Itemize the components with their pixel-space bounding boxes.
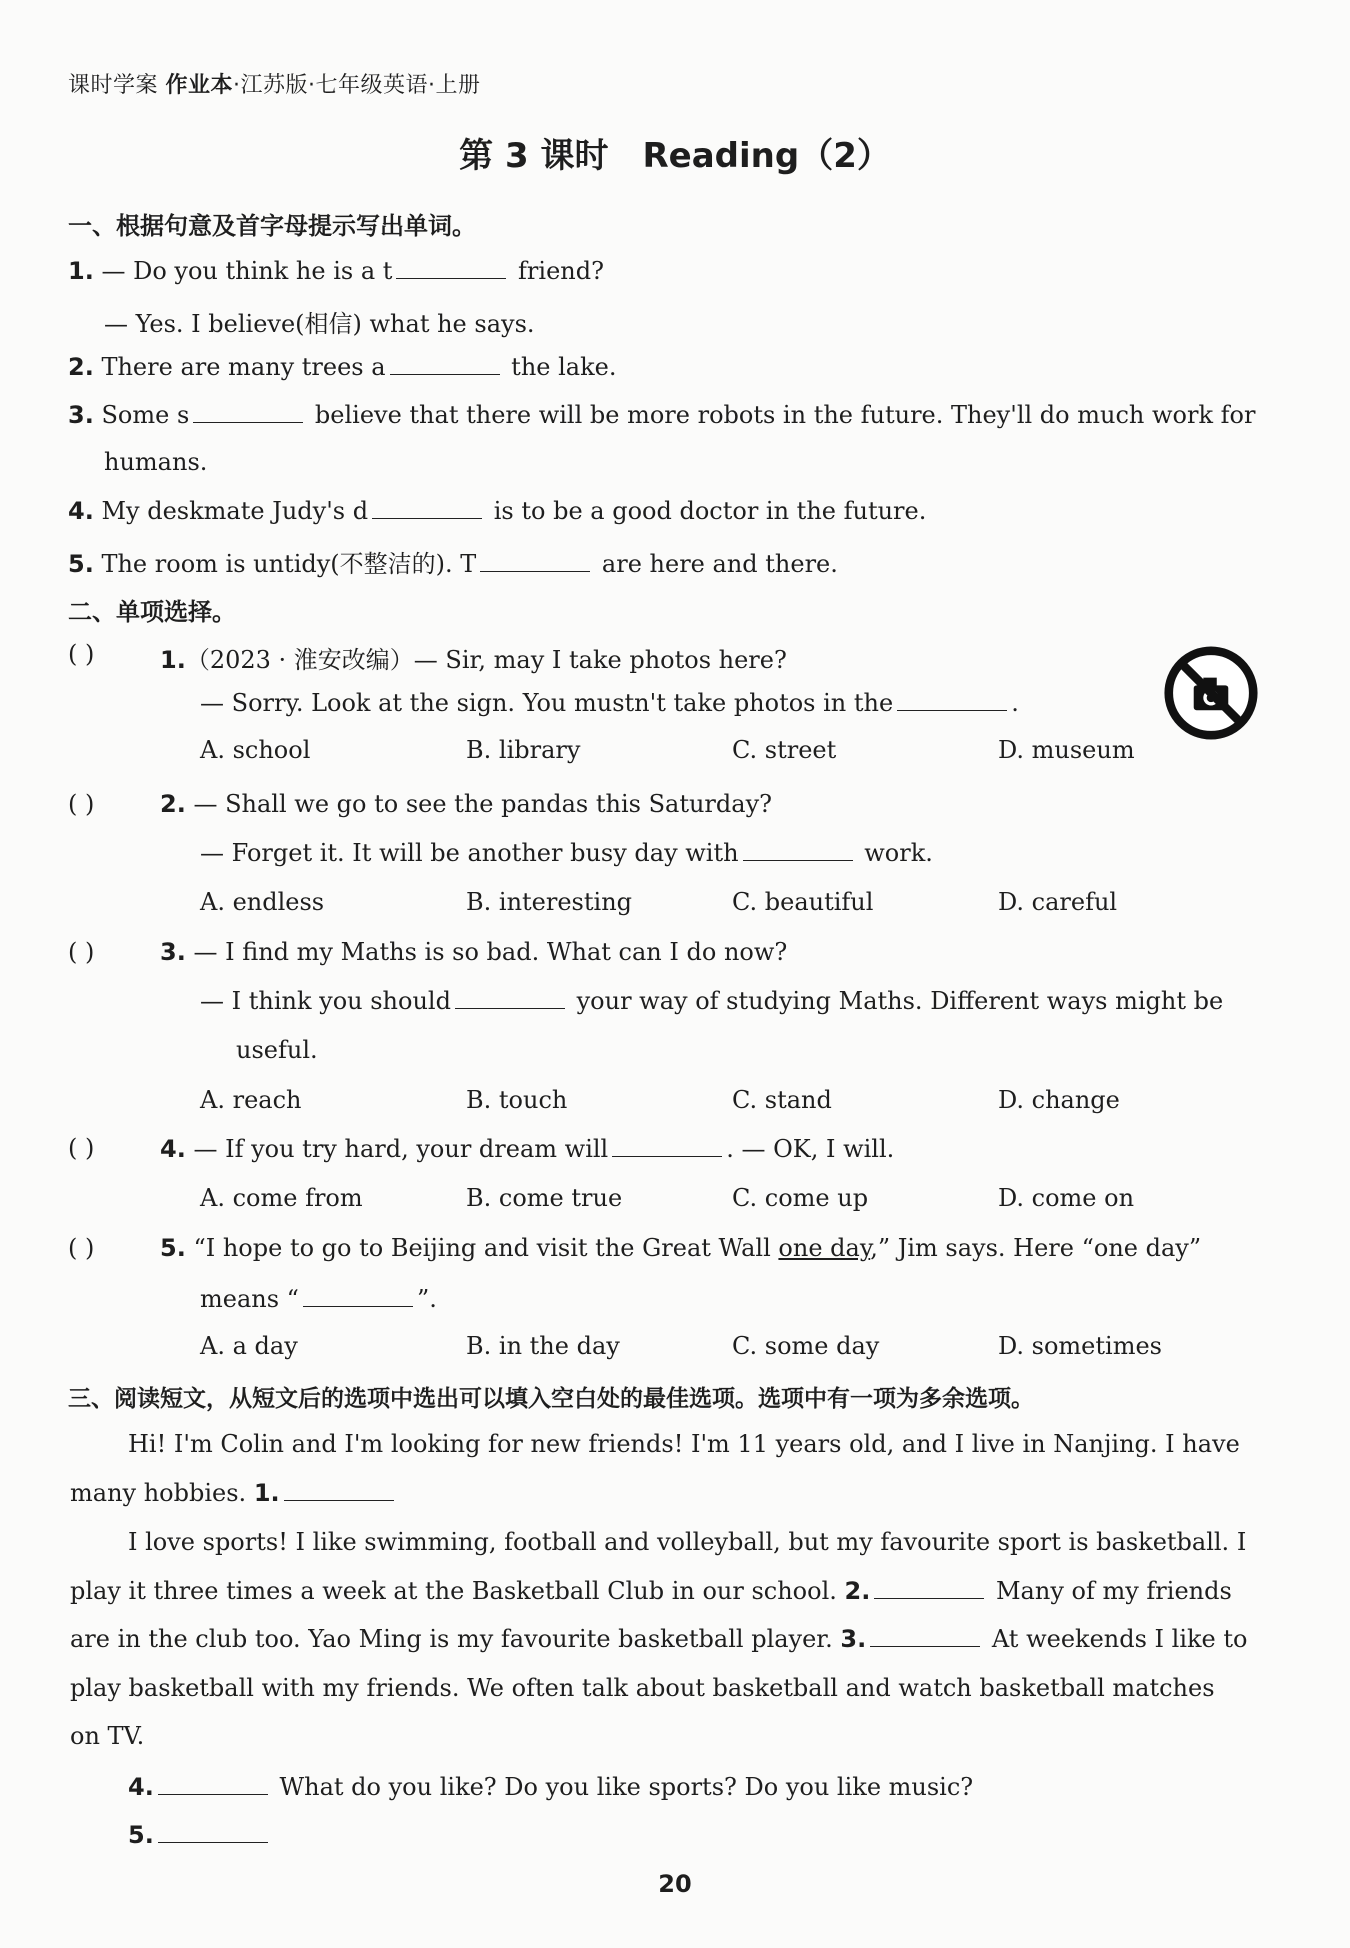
section1-heading: 一、根据句意及首字母提示写出单词。	[68, 212, 476, 240]
s2-q1-stem-text: — Sir, may I take photos here?	[413, 646, 787, 674]
s2-q1-option-b[interactable]: B. library	[466, 736, 581, 764]
lesson-title: 第 3 课时 Reading（2）	[459, 136, 891, 176]
s1-q2-number: 2.	[68, 353, 94, 381]
s2-q5-option-c[interactable]: C. some day	[732, 1332, 880, 1360]
s2-q2-stem	[160, 790, 772, 818]
s1-q5-blank[interactable]	[480, 549, 590, 572]
s2-q5-option-d[interactable]: D. sometimes	[998, 1332, 1162, 1360]
s1-q2-blank[interactable]	[390, 352, 500, 375]
s1-q5-pre: The room is untidy(不整洁的). T	[101, 550, 477, 578]
s2-q2-line2-pre: — Forget it. It will be another busy day with	[200, 839, 739, 867]
s3-para1-text: many hobbies.	[70, 1479, 247, 1507]
s2-q5-underlined-phrase: one day	[778, 1234, 871, 1262]
s3-para2-line2-post: Many of my friends	[995, 1577, 1232, 1605]
s2-q3-option-d[interactable]: D. change	[998, 1086, 1120, 1114]
s3-blank3-number: 3.	[840, 1625, 867, 1653]
s1-q5-number: 5.	[68, 550, 94, 578]
s3-para2-line1: I love sports! I like swimming, football and volleyball, but my favourite sport is basketball. I	[128, 1528, 1247, 1556]
s3-blank1[interactable]	[284, 1478, 394, 1501]
s2-q4-option-b[interactable]: B. come true	[466, 1184, 623, 1212]
s1-q2-pre: There are many trees a	[101, 353, 386, 381]
s3-blank3[interactable]	[870, 1624, 980, 1647]
s1-q4-pre: My deskmate Judy's d	[101, 497, 369, 525]
s3-para2-line2-pre: play it three times a week at the Basketball Club in our school.	[70, 1577, 837, 1605]
s1-q1-post: friend?	[510, 257, 604, 285]
s2-q1-blank[interactable]	[897, 688, 1007, 711]
s2-q1-option-a[interactable]: A. school	[200, 736, 311, 764]
s2-q4-blank[interactable]	[612, 1134, 722, 1157]
section2-heading: 二、单项选择。	[68, 598, 236, 626]
s1-q2-line	[68, 352, 616, 381]
s3-blank1-number: 1.	[253, 1479, 280, 1507]
s3-blank4-number: 4.	[128, 1773, 154, 1801]
s2-q3-option-a[interactable]: A. reach	[200, 1086, 302, 1114]
s2-q5-stem	[160, 1234, 1201, 1262]
s3-para1-line1: Hi! I'm Colin and I'm looking for new friends! I'm 11 years old, and I live in Nanjing. I have	[128, 1430, 1240, 1458]
s1-q1-number: 1.	[68, 257, 94, 285]
s3-blank2[interactable]	[874, 1576, 984, 1599]
s2-q1-option-c[interactable]: C. street	[732, 736, 837, 764]
s2-q3-line2-post: your way of studying Maths. Different ways might be	[568, 987, 1224, 1015]
s3-para3-text: What do you like? Do you like sports? Do you like music?	[279, 1773, 974, 1801]
s1-q4-post: is to be a good doctor in the future.	[486, 497, 927, 525]
s2-q1-source: （2023 · 淮安改编）	[185, 646, 414, 674]
s3-blank2-number: 2.	[844, 1577, 871, 1605]
s2-q1-number: 1.	[160, 646, 186, 674]
s2-q2-option-d[interactable]: D. careful	[998, 888, 1118, 916]
s2-q5-option-b[interactable]: B. in the day	[466, 1332, 620, 1360]
s3-blank5[interactable]	[158, 1820, 268, 1843]
s2-q4-option-c[interactable]: C. come up	[732, 1184, 869, 1212]
running-header	[68, 68, 481, 99]
s2-q2-line2	[200, 838, 933, 867]
s2-q3-stem	[160, 938, 787, 966]
s2-q5-blank[interactable]	[303, 1284, 413, 1307]
no-photography-sign-icon	[1163, 645, 1259, 741]
s2-q5-answer-paren[interactable]: ( )	[68, 1234, 95, 1262]
s2-q2-option-c[interactable]: C. beautiful	[732, 888, 874, 916]
s1-q1-pre: — Do you think he is a t	[101, 257, 393, 285]
s3-para2-line3	[70, 1624, 1247, 1653]
s2-q1-line2-pre: — Sorry. Look at the sign. You mustn't take photos in the	[200, 689, 894, 717]
s2-q4-number: 4.	[160, 1135, 186, 1163]
s2-q4-stem-post: . — OK, I will.	[726, 1135, 895, 1163]
s3-para3-line	[128, 1772, 973, 1801]
s2-q4-option-d[interactable]: D. come on	[998, 1184, 1135, 1212]
s1-q2-post: the lake.	[503, 353, 617, 381]
header-prefix: 课时学案	[68, 73, 159, 98]
s2-q3-line2	[200, 986, 1223, 1015]
s2-q5-number: 5.	[160, 1234, 186, 1262]
header-bold: 作业本	[165, 73, 234, 98]
s2-q2-option-a[interactable]: A. endless	[200, 888, 325, 916]
s2-q2-option-b[interactable]: B. interesting	[466, 888, 633, 916]
s2-q5-line2-pre: means “	[200, 1285, 299, 1313]
s2-q1-line2	[200, 688, 1019, 717]
s2-q4-stem	[160, 1134, 894, 1163]
s3-para2-line4: play basketball with my friends. We often talk about basketball and watch basketball matches	[70, 1674, 1215, 1702]
s3-para2-line2	[70, 1576, 1232, 1605]
s2-q5-line2	[200, 1284, 437, 1313]
s2-q5-line2-post: ”.	[416, 1285, 437, 1313]
s2-q4-stem-pre: — If you try hard, your dream will	[193, 1135, 609, 1163]
s1-q3-cont: humans.	[104, 448, 208, 476]
s2-q3-line3: useful.	[236, 1036, 318, 1064]
s3-para1-line2	[70, 1478, 398, 1507]
s2-q5-stem-pre: “I hope to go to Beijing and visit the Great Wall	[193, 1234, 779, 1262]
page-number: 20	[658, 1870, 692, 1898]
s2-q1-line2-post: .	[1011, 689, 1019, 717]
s1-q3-post: believe that there will be more robots in the future. They'll do much work for	[307, 401, 1256, 429]
header-rest: ·江苏版·七年级英语·上册	[233, 73, 481, 98]
s1-q5-line	[68, 544, 838, 579]
s2-q2-line2-post: work.	[856, 839, 933, 867]
s2-q3-answer-paren[interactable]: ( )	[68, 938, 95, 966]
s3-blank5-line	[128, 1820, 272, 1849]
s1-q1-line1	[68, 256, 604, 285]
s3-para2-line5: on TV.	[70, 1722, 145, 1750]
s2-q2-stem-text: — Shall we go to see the pandas this Saturday?	[193, 790, 772, 818]
section3-heading: 三、阅读短文，从短文后的选项中选出可以填入空白处的最佳选项。选项中有一项为多余选项。	[68, 1386, 1034, 1412]
s2-q3-option-b[interactable]: B. touch	[466, 1086, 568, 1114]
s1-q1-line2: — Yes. I believe(相信) what he says.	[104, 310, 535, 338]
s2-q2-number: 2.	[160, 790, 186, 818]
s3-blank4[interactable]	[158, 1772, 268, 1795]
s2-q3-number: 3.	[160, 938, 186, 966]
s2-q5-stem-post: ,” Jim says. Here “one day”	[870, 1234, 1202, 1262]
s2-q1-stem	[160, 640, 787, 675]
s2-q2-blank[interactable]	[743, 838, 853, 861]
s1-q4-number: 4.	[68, 497, 94, 525]
s2-q1-option-d[interactable]: D. museum	[998, 736, 1135, 764]
s2-q4-option-a[interactable]: A. come from	[200, 1184, 363, 1212]
s1-q4-line	[68, 496, 926, 525]
s2-q1-answer-paren[interactable]: ( )	[68, 640, 95, 668]
s2-q2-answer-paren[interactable]: ( )	[68, 790, 95, 818]
s3-blank5-number: 5.	[128, 1821, 154, 1849]
s3-para2-line3-post: At weekends I like to	[991, 1625, 1248, 1653]
s3-para2-line3-pre: are in the club too. Yao Ming is my favourite basketball player.	[70, 1625, 833, 1653]
s1-q3-pre: Some s	[101, 401, 190, 429]
s2-q3-option-c[interactable]: C. stand	[732, 1086, 832, 1114]
s1-q3-number: 3.	[68, 401, 94, 429]
s2-q3-blank[interactable]	[455, 986, 565, 1009]
s1-q4-blank[interactable]	[372, 496, 482, 519]
s2-q5-option-a[interactable]: A. a day	[200, 1332, 298, 1360]
s1-q3-line	[68, 400, 1255, 429]
s1-q3-blank[interactable]	[193, 400, 303, 423]
s2-q4-answer-paren[interactable]: ( )	[68, 1134, 95, 1162]
s2-q3-stem-text: — I find my Maths is so bad. What can I do now?	[193, 938, 788, 966]
s1-q5-post: are here and there.	[594, 550, 838, 578]
s1-q1-blank[interactable]	[396, 256, 506, 279]
s2-q3-line2-pre: — I think you should	[200, 987, 451, 1015]
